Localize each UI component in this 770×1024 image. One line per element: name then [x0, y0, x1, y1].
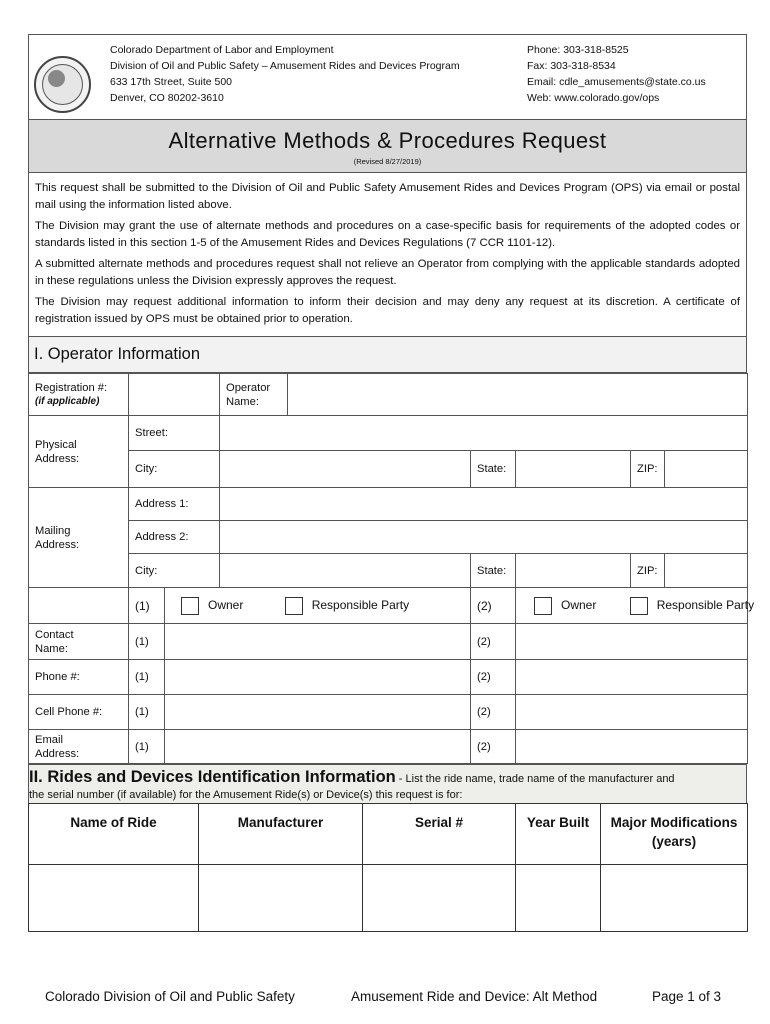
agency-line: Division of Oil and Public Safety – Amusement Rides and Devices Program: [110, 60, 460, 72]
address1-label: Address 1:: [129, 488, 220, 521]
letterhead: [28, 34, 747, 119]
physical-zip-input[interactable]: [665, 451, 748, 488]
col-major-modifications: Major Modifications (years): [601, 804, 748, 865]
instruction-paragraph: The Division may grant the use of alternate methods and procedures on a case-specific basis for requirements of the adopted codes or standards listed in this section 1-5 of the Amusement Rides and Devices Regulations (7 CCR 1101-12).: [35, 220, 740, 249]
city-label: City:: [129, 451, 220, 488]
contact-marker-1: (1): [129, 624, 165, 660]
contact-marker-1: (1): [129, 588, 165, 624]
responsible-party-checkbox-2[interactable]: [630, 597, 648, 615]
section-heading-operator: I. Operator Information: [28, 336, 747, 373]
contact-marker-1: (1): [129, 730, 165, 764]
owner-checkbox-2[interactable]: [534, 597, 552, 615]
contact1-email-input[interactable]: [165, 730, 471, 764]
operator-name-input[interactable]: [288, 374, 748, 416]
revision-date: (Revised 8/27/2019): [353, 157, 422, 166]
rides-heading: II. Rides and Devices Identification Information: [29, 768, 396, 786]
owner-option-2[interactable]: Owner: [534, 597, 596, 615]
contact1-cell-input[interactable]: [165, 695, 471, 730]
contact2-name-input[interactable]: [516, 624, 748, 660]
contact-marker-2: (2): [471, 660, 516, 695]
phone-label: Phone #:: [29, 660, 129, 695]
email-label: Email Address:: [29, 730, 129, 764]
footer-left: Colorado Division of Oil and Public Safety: [45, 989, 295, 1004]
contact-phone: Phone: 303-318-8525: [527, 44, 629, 56]
mailing-address-label: Mailing Address:: [29, 488, 129, 588]
street-label: Street:: [129, 416, 220, 451]
responsible-party-checkbox-1[interactable]: [285, 597, 303, 615]
contact-name-label: Contact Name:: [29, 624, 129, 660]
owner-option-1[interactable]: Owner: [181, 597, 243, 615]
mailing-city-input[interactable]: [220, 554, 471, 588]
mailing-address2-input[interactable]: [220, 521, 748, 554]
instruction-paragraph: A submitted alternate methods and procedures request shall not relieve an Operator from complying with the applicable standards adopted in these regulations unless the Division expressly approves the request.: [35, 258, 740, 287]
contact2-role: [516, 588, 755, 624]
contact-marker-2: (2): [471, 730, 516, 764]
contact2-phone-input[interactable]: [516, 660, 748, 695]
operator-info-table: [28, 373, 755, 764]
contact-web: Web: www.colorado.gov/ops: [527, 92, 660, 104]
instructions: [28, 173, 747, 336]
mailing-address1-input[interactable]: [220, 488, 748, 521]
operator-name-label: Operator Name:: [220, 374, 288, 416]
agency-line: Denver, CO 80202-3610: [110, 92, 224, 104]
col-serial: Serial #: [363, 804, 516, 865]
address2-label: Address 2:: [129, 521, 220, 554]
contact1-role: [165, 588, 471, 624]
registration-label: Registration #: (if applicable): [29, 374, 129, 416]
agency-contact: [527, 42, 706, 106]
state-label: State:: [471, 451, 516, 488]
mailing-zip-input[interactable]: [665, 554, 748, 588]
zip-label: ZIP:: [631, 554, 665, 588]
contact-marker-1: (1): [129, 660, 165, 695]
agency-line: Colorado Department of Labor and Employment: [110, 44, 334, 56]
physical-address-label: Physical Address:: [29, 416, 129, 488]
physical-street-input[interactable]: [220, 416, 748, 451]
ride-name-input[interactable]: [29, 865, 199, 932]
form-page: [28, 34, 755, 932]
registration-input[interactable]: [129, 374, 220, 416]
contact-marker-2: (2): [471, 588, 516, 624]
physical-state-input[interactable]: [516, 451, 631, 488]
serial-input[interactable]: [363, 865, 516, 932]
footer-center: Amusement Ride and Device: Alt Method: [351, 989, 598, 1004]
mailing-state-input[interactable]: [516, 554, 631, 588]
footer-page-number: Page 1 of 3: [652, 989, 722, 1004]
agency-line: 633 17th Street, Suite 500: [110, 76, 233, 88]
title-band: [28, 119, 747, 173]
contact-email: Email: cdle_amusements@state.co.us: [527, 76, 706, 88]
city-label: City:: [129, 554, 220, 588]
zip-label: ZIP:: [631, 451, 665, 488]
modifications-input[interactable]: [601, 865, 748, 932]
responsible-party-option-1[interactable]: Responsible Party: [285, 597, 409, 615]
physical-city-input[interactable]: [220, 451, 471, 488]
cell-phone-label: Cell Phone #:: [29, 695, 129, 730]
col-manufacturer: Manufacturer: [199, 804, 363, 865]
contact1-name-input[interactable]: [165, 624, 471, 660]
instruction-paragraph: This request shall be submitted to the Division of Oil and Public Safety Amusement Rides and Devices Program (OPS) via email or postal mail using the information listed above.: [35, 182, 740, 211]
empty-cell: [29, 588, 129, 624]
year-built-input[interactable]: [516, 865, 601, 932]
state-seal-icon: [34, 56, 91, 113]
instruction-paragraph: The Division may request additional information to inform their decision and may deny any request at its discretion. A certificate of registration issued by OPS must be obtained prior to operation.: [35, 296, 740, 325]
rides-heading-note-2: the serial number (if available) for the Amusement Ride(s) or Device(s) this request is for:: [29, 789, 463, 801]
rides-table: [28, 803, 748, 932]
section-heading-rides: [28, 764, 747, 803]
manufacturer-input[interactable]: [199, 865, 363, 932]
rides-heading-note: - List the ride name, trade name of the manufacturer and: [395, 773, 675, 785]
registration-note: (if applicable): [35, 395, 100, 407]
contact-marker-2: (2): [471, 695, 516, 730]
owner-checkbox-1[interactable]: [181, 597, 199, 615]
contact-marker-1: (1): [129, 695, 165, 730]
form-title: Alternative Methods & Procedures Request: [168, 128, 607, 153]
state-label: State:: [471, 554, 516, 588]
col-name-of-ride: Name of Ride: [29, 804, 199, 865]
contact2-email-input[interactable]: [516, 730, 748, 764]
contact-fax: Fax: 303-318-8534: [527, 60, 616, 72]
col-year-built: Year Built: [516, 804, 601, 865]
contact2-cell-input[interactable]: [516, 695, 748, 730]
agency-address: [110, 42, 460, 106]
responsible-party-option-2[interactable]: Responsible Party: [630, 597, 754, 615]
contact-marker-2: (2): [471, 624, 516, 660]
contact1-phone-input[interactable]: [165, 660, 471, 695]
